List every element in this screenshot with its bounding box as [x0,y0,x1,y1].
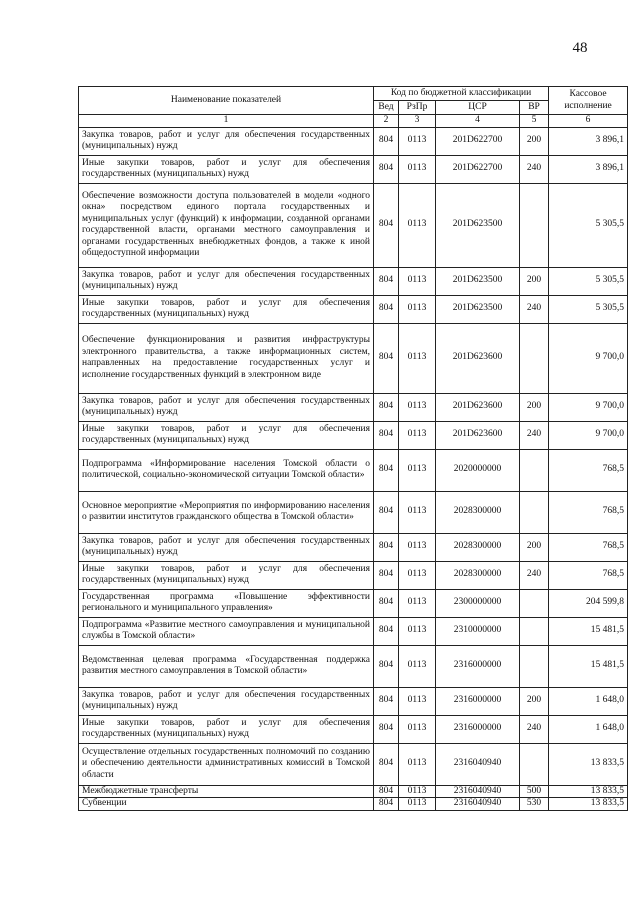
table-row [79,323,628,393]
row-ved: 804 [374,421,399,449]
row-name: Закупка товаров, работ и услуг для обеспечения государственных (муниципальных) нужд [79,533,374,561]
row-csr: 201D623500 [436,267,520,295]
row-ved: 804 [374,561,399,589]
row-rzpr: 0113 [399,533,436,561]
col-number-3: 3 [399,115,436,128]
row-name: Иные закупки товаров, работ и услуг для обеспечения государственных (муниципальных) нужд [79,715,374,743]
row-name: Иные закупки товаров, работ и услуг для обеспечения государственных (муниципальных) нужд [79,295,374,323]
row-vr: 240 [520,421,549,449]
row-csr: 201D623500 [436,295,520,323]
row-csr: 2316040940 [436,743,520,785]
row-csr: 2316040940 [436,785,520,798]
row-vr [520,589,549,617]
row-ved: 804 [374,617,399,645]
row-csr: 201D622700 [436,155,520,183]
row-amount: 3 896,1 [549,155,628,183]
row-vr [520,183,549,267]
header-name: Наименование показателей [79,87,374,115]
row-vr: 530 [520,798,549,811]
row-rzpr: 0113 [399,393,436,421]
table-row [79,267,628,295]
row-ved: 804 [374,589,399,617]
header-csr: ЦСР [436,101,520,115]
row-name: Подпрограмма «Информирование населения Томской области о политической, социально-экономической ситуации Томской области» [79,449,374,491]
row-csr: 2300000000 [436,589,520,617]
row-rzpr: 0113 [399,645,436,687]
row-name: Обеспечение возможности доступа пользователей в модели «одного окна» посредством единого портала государственных и муниципальных услуг (функций) к информации, созданной органами государственной власти, органами местного самоуправления и органами государственных внебюджетных фондов, а также к иной общедоступной информации [79,183,374,267]
col-number-1: 1 [79,115,374,128]
row-csr: 2028300000 [436,533,520,561]
row-rzpr: 0113 [399,267,436,295]
row-vr: 200 [520,267,549,295]
row-ved: 804 [374,323,399,393]
row-name: Осуществление отдельных государственных полномочий по созданию и обеспечению деятельности административных комиссий в Томской области [79,743,374,785]
row-amount: 768,5 [549,533,628,561]
row-csr: 2028300000 [436,561,520,589]
row-amount: 1 648,0 [549,715,628,743]
table-row [79,295,628,323]
row-amount: 9 700,0 [549,393,628,421]
row-csr: 2316000000 [436,645,520,687]
table-row [79,533,628,561]
header-rzpr: РзПр [399,101,436,115]
row-vr [520,323,549,393]
col-number-4: 4 [436,115,520,128]
row-name: Подпрограмма «Развитие местного самоуправления и муниципальной службы в Томской области» [79,617,374,645]
row-amount: 13 833,5 [549,785,628,798]
row-name: Закупка товаров, работ и услуг для обеспечения государственных (муниципальных) нужд [79,393,374,421]
table-row [79,743,628,785]
row-amount: 1 648,0 [549,687,628,715]
row-csr: 201D623600 [436,323,520,393]
row-ved: 804 [374,449,399,491]
row-ved: 804 [374,785,399,798]
row-rzpr: 0113 [399,561,436,589]
row-ved: 804 [374,687,399,715]
row-amount: 768,5 [549,491,628,533]
row-ved: 804 [374,295,399,323]
row-rzpr: 0113 [399,449,436,491]
row-rzpr: 0113 [399,617,436,645]
row-csr: 2020000000 [436,449,520,491]
row-rzpr: 0113 [399,687,436,715]
row-vr: 240 [520,715,549,743]
table-row [79,393,628,421]
row-csr: 2316040940 [436,798,520,811]
row-ved: 804 [374,155,399,183]
row-ved: 804 [374,645,399,687]
row-amount: 9 700,0 [549,421,628,449]
row-rzpr: 0113 [399,183,436,267]
row-rzpr: 0113 [399,743,436,785]
row-rzpr: 0113 [399,155,436,183]
row-name: Закупка товаров, работ и услуг для обеспечения государственных (муниципальных) нужд [79,127,374,155]
row-rzpr: 0113 [399,491,436,533]
table-row [79,589,628,617]
header-ved: Вед [374,101,399,115]
row-amount: 768,5 [549,561,628,589]
row-amount: 9 700,0 [549,323,628,393]
table-row [79,687,628,715]
row-name: Иные закупки товаров, работ и услуг для обеспечения государственных (муниципальных) нужд [79,561,374,589]
col-number-6: 6 [549,115,628,128]
row-amount: 5 305,5 [549,183,628,267]
table-row [79,798,628,811]
row-rzpr: 0113 [399,715,436,743]
budget-table [78,86,628,811]
row-vr [520,449,549,491]
row-ved: 804 [374,491,399,533]
row-csr: 2316000000 [436,687,520,715]
row-name: Межбюджетные трансферты [79,785,374,798]
row-vr: 200 [520,393,549,421]
row-rzpr: 0113 [399,785,436,798]
row-csr: 201D622700 [436,127,520,155]
row-csr: 201D623500 [436,183,520,267]
row-vr [520,617,549,645]
table-row [79,183,628,267]
row-csr: 201D623600 [436,393,520,421]
table-row [79,449,628,491]
row-amount: 768,5 [549,449,628,491]
table-row [79,785,628,798]
row-name: Иные закупки товаров, работ и услуг для обеспечения государственных (муниципальных) нужд [79,421,374,449]
row-ved: 804 [374,183,399,267]
row-amount: 15 481,5 [549,617,628,645]
row-vr: 200 [520,533,549,561]
row-name: Ведомственная целевая программа «Государственная поддержка развития местного самоуправления в Томской области» [79,645,374,687]
row-amount: 5 305,5 [549,295,628,323]
table-row [79,491,628,533]
row-csr: 2028300000 [436,491,520,533]
row-name: Субвенции [79,798,374,811]
row-amount: 5 305,5 [549,267,628,295]
col-number-5: 5 [520,115,549,128]
row-name: Государственная программа «Повышение эффективности регионального и муниципального управления» [79,589,374,617]
row-amount: 13 833,5 [549,743,628,785]
header-vr: ВР [520,101,549,115]
row-name: Основное мероприятие «Мероприятия по информированию населения о развитии институтов гражданского общества в Томской области» [79,491,374,533]
row-vr: 240 [520,561,549,589]
row-name: Иные закупки товаров, работ и услуг для обеспечения государственных (муниципальных) нужд [79,155,374,183]
row-rzpr: 0113 [399,323,436,393]
row-ved: 804 [374,127,399,155]
header-code-group: Код по бюджетной классификации [374,87,549,101]
row-amount: 3 896,1 [549,127,628,155]
row-ved: 804 [374,267,399,295]
row-amount: 13 833,5 [549,798,628,811]
row-csr: 201D623600 [436,421,520,449]
row-vr: 200 [520,127,549,155]
row-vr [520,491,549,533]
row-rzpr: 0113 [399,295,436,323]
row-csr: 2316000000 [436,715,520,743]
row-name: Обеспечение функционирования и развития инфраструктуры электронного правительства, а также информационных систем, направленных на предоставление государственных услуг и исполнение государственных функций в электронном виде [79,323,374,393]
row-rzpr: 0113 [399,798,436,811]
header-amount: Кассовое исполнение [549,87,628,115]
table-row [79,561,628,589]
row-name: Закупка товаров, работ и услуг для обеспечения государственных (муниципальных) нужд [79,267,374,295]
row-vr: 500 [520,785,549,798]
table-row [79,617,628,645]
row-rzpr: 0113 [399,421,436,449]
row-vr [520,645,549,687]
row-ved: 804 [374,715,399,743]
table-row [79,645,628,687]
row-rzpr: 0113 [399,127,436,155]
row-rzpr: 0113 [399,589,436,617]
row-vr: 240 [520,155,549,183]
table-row [79,715,628,743]
row-amount: 15 481,5 [549,645,628,687]
col-number-2: 2 [374,115,399,128]
row-vr [520,743,549,785]
table-row [79,155,628,183]
table-row [79,421,628,449]
row-ved: 804 [374,393,399,421]
row-vr: 200 [520,687,549,715]
row-amount: 204 599,8 [549,589,628,617]
row-ved: 804 [374,743,399,785]
row-vr: 240 [520,295,549,323]
row-name: Закупка товаров, работ и услуг для обеспечения государственных (муниципальных) нужд [79,687,374,715]
page-number: 48 [572,40,588,56]
table-row [79,127,628,155]
row-csr: 2310000000 [436,617,520,645]
row-ved: 804 [374,798,399,811]
row-ved: 804 [374,533,399,561]
